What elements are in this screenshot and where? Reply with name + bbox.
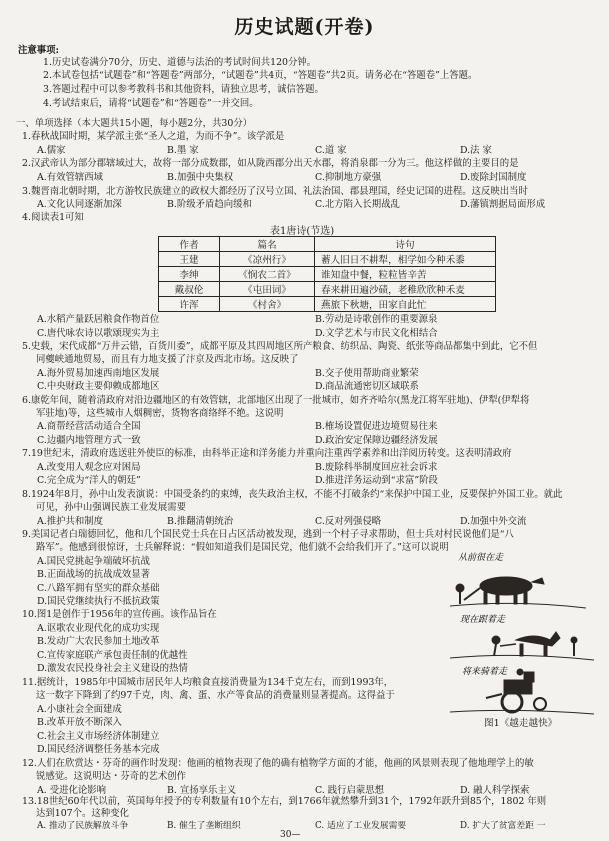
option: A.文化认同逐渐加深: [37, 199, 122, 210]
option: B.榷场设置促进边境贸易往来: [315, 421, 438, 432]
question-stem: 路军”。他感到很惊讶，士兵解释说：“假如知道我们是国民党，他们就不会给我们开了。”这可以说明: [36, 542, 449, 553]
option: A.海外贸易加速西南地区发展: [37, 368, 160, 379]
figure-propaganda-poster: [446, 548, 598, 728]
notice-item: 4.考试结束后，请将“试题卷”和“答题卷”一并交回。: [43, 98, 259, 109]
question-stem: 2.汉武帝认为部分郡辖域过大，故将一部分成数郡，如从陇西郡分出天水郡，将消泉郡一分为三。他这样做的主要目的是: [22, 158, 519, 169]
option: D.商品流通密切区域联系: [315, 381, 419, 392]
option: C.抑制地方豪强: [315, 172, 382, 183]
option: C.道 家: [315, 145, 347, 156]
option: B.墨 家: [167, 145, 199, 156]
table-cell: 燕旅下秋塘，田家自此忙: [315, 297, 496, 312]
question-stem: 5.史载，宋代成都“万井云错，百货川委”，成都平原及其四周地区所产粮食、纺织品、陶瓷、纸张等商品都集中到此，它不但: [22, 341, 538, 352]
option: C.中央财政主要仰赖成都地区: [37, 381, 160, 392]
option: D.加强中外交流: [460, 516, 527, 527]
option: B.加强中央集权: [167, 172, 234, 183]
notice-item: 3.答题过程中可以参考教科书和其他资料，请独立思考，诚信答题。: [43, 84, 324, 95]
option: C.北方陷入长期战乱: [315, 199, 400, 210]
table-cell: 《屯田词》: [220, 282, 315, 297]
option: D.法 家: [460, 145, 492, 156]
option: A. 受进化论影响: [37, 785, 106, 796]
question-stem: 军驻地)等，这些城市人烟稠密，货物客商络绎不绝。这说明: [36, 408, 284, 419]
option: C.八路军拥有坚实的群众基础: [37, 583, 160, 594]
table-cell: 戴叔伦: [159, 282, 220, 297]
notice-heading: 注意事项:: [18, 45, 59, 56]
figure-label: 将来骑着走: [462, 667, 508, 677]
table-caption: 表1唐诗(节选): [270, 226, 335, 237]
option: B.劳动是诗歌创作的重要源泉: [315, 314, 438, 325]
option: B.改革开放不断深入: [37, 717, 122, 728]
option: D.推进洋务运动到“求富”阶段: [315, 475, 438, 486]
question-stem: 13.18世纪60年代以前，英国每年授予的专利数量有10个左右，到1766年就然攀升到31个，1792年跃升到85个，1802 年则: [22, 796, 547, 807]
notice-item: 2.本试卷包括“试题卷”和“答题卷”两部分，“试题卷”共4页，“答题卷”共2页。请务必在“答题卷”上答题。: [43, 70, 478, 81]
table-cell: 春来耕田遍沙碛，老稚欣欣种禾麦: [315, 282, 496, 297]
question-stem: 10.图1是创作于1956年的宣传画。该作品旨在: [22, 609, 217, 620]
option: D.废除封国制度: [460, 172, 527, 183]
table-cell: 蓄人旧日不耕犁，相学如今种禾黍: [315, 252, 496, 267]
question-stem: 同夔峡通地贸易，而且有力地支援了汴京及西北市场。这反映了: [36, 354, 299, 365]
question-stem: 4.阅读表1可知: [22, 212, 84, 223]
option: C. 践行启蒙思想: [315, 785, 385, 796]
notice-item: 1.历史试卷满分70分，历史、道德与法治的考试时间共120分钟。: [43, 57, 317, 68]
table-cell: 《村舍》: [220, 297, 315, 312]
option: C.社会主义市场经济体制建立: [37, 731, 160, 742]
option: B.推翻清朝统治: [167, 516, 234, 527]
figure-caption: 图1《越走越快》: [484, 718, 558, 729]
section-heading: 一、单项选择（本大题共15小题，每小题2分，共30分）: [16, 118, 253, 129]
option: C.完全成为“洋人的朝廷”: [37, 475, 141, 486]
poems-table: [158, 236, 496, 312]
option: D. 扩大了贫富差距 一: [460, 821, 546, 831]
question-stem: 可见，孙中山强调民族工业发展需要: [36, 502, 187, 513]
question-stem: 7.19世纪末，清政府选送驻外使臣的标准，由科举正途和洋务能力并重向注重西学素养和出洋阅历转变。这表明清政府: [22, 448, 512, 459]
option: C. 适应了工业发展需要: [315, 821, 407, 831]
table-header: 作者: [159, 237, 220, 252]
option: B.阶级矛盾趋向缓和: [167, 199, 252, 210]
question-stem: 12.人们在欣赏达・芬奇的画作时发现：他画的植物表现了他的确有植物学方面的才能，他画的风景则表现了他地理学上的敏: [22, 758, 534, 769]
option: A.改变用人观念应对困局: [37, 462, 141, 473]
page-number: 30—: [280, 830, 301, 840]
horse-plough-icon: [450, 632, 594, 660]
ox-plough-icon: [450, 577, 586, 608]
option: A.推护共和制度: [37, 516, 104, 527]
option: A.儒家: [37, 145, 66, 156]
option: D. 融人科学探索: [460, 785, 530, 796]
table-header: 篇名: [220, 237, 315, 252]
table-row: [159, 282, 496, 297]
question-stem: 3.魏晋南北朝时期，北方游牧民族建立的政权大都经历了汉号立国、礼法治国、郡县理国，经史记国的进程。这反映出当时: [22, 186, 528, 197]
option: D.藩镇割据局面形成: [460, 199, 546, 210]
question-stem: 1.春秋战国时期，某学派主张“圣人之道，为而不争”。该学派是: [22, 131, 285, 142]
page-title: 历史试题(开卷): [234, 16, 375, 38]
option: B. 宣扬享乐主义: [167, 785, 237, 796]
question-stem: 这一数字下降到了约97千克，肉、禽、蛋、水产等食品的消费量则显著提高。这得益于: [36, 690, 395, 701]
option: A.有效管辖西域: [37, 172, 104, 183]
table-row: [159, 267, 496, 282]
option: C.宣传家庭联产承包责任制的优越性: [37, 650, 188, 661]
table-cell: 王建: [159, 252, 220, 267]
option: C.唐代咏农诗以歌颂现实为主: [37, 328, 160, 339]
option: A. 推动了民族解放斗争: [37, 821, 129, 831]
question-stem: 9.美国记者白瑞德回忆，他和几个国民党士兵在日占区活动被发现，逃到一个村子寻求帮助，但士兵对村民说他们是“八: [22, 529, 514, 540]
option: C.边疆内地管理方式一致: [37, 435, 141, 446]
table-cell: 谁知盘中餐，粒粒皆辛苦: [315, 267, 496, 282]
table-row: [159, 252, 496, 267]
option: A.水稻产量跃居粮食作物首位: [37, 314, 160, 325]
option: B.废除科举制度回应社会诉求: [315, 462, 438, 473]
option: B.正面战场的抗战成效显著: [37, 569, 150, 580]
option: B.发动广大农民参加土地改革: [37, 636, 160, 647]
option: D.国民经济调整任务基本完成: [37, 744, 160, 755]
table-cell: 《凉州行》: [220, 252, 315, 267]
table-header: 诗句: [315, 237, 496, 252]
figure-label: 从前很在走: [458, 553, 504, 563]
table-cell: 许浑: [159, 297, 220, 312]
option: C.反对列强侵略: [315, 516, 382, 527]
option: B.交子使用帮助商业繁荣: [315, 368, 419, 379]
option: D.政治安定保障边疆经济发展: [315, 435, 438, 446]
table-row: [159, 297, 496, 312]
option: A.国民党挑起争端破坏抗战: [37, 556, 150, 567]
question-stem: 8.1924年8月，孙中山发表演说：中国受条约的束缚，丧失政治主权，不能不打破条约“来保护中国工业，反要保护外国工业。就此: [22, 489, 563, 500]
option: A.讴歌农业现代化的成功实现: [37, 623, 160, 634]
figure-label: 现在跟着走: [460, 615, 506, 625]
table-cell: 《悯农二首》: [220, 267, 315, 282]
question-stem: 6.康乾年间，随着清政府对沿边疆地区的有效管辖，北部地区出现了一批城市，如齐齐哈尔(黑龙江将军驻地)、伊犁(伊犁将: [22, 395, 530, 406]
option: A.小康社会全面建成: [37, 704, 122, 715]
option: D.国民党继续执行不抵抗政策: [37, 596, 160, 607]
option: D.激发农民投身社会主义建设的热情: [37, 663, 188, 674]
table-cell: 李绅: [159, 267, 220, 282]
question-stem: 锐感觉。这说明达・芬奇的艺术创作: [36, 771, 187, 782]
option: B. 催生了垄断组织: [167, 821, 241, 831]
option: A.商帮经营活动适合全国: [37, 421, 141, 432]
option: D.文学艺术与市民文化相结合: [315, 328, 438, 339]
question-stem: 11.据统计，1985年中国城市居民年人均粮食直接消费量为134千克左右，而到1993年，: [22, 677, 394, 688]
question-stem: 达到107个。这种变化: [36, 808, 129, 819]
